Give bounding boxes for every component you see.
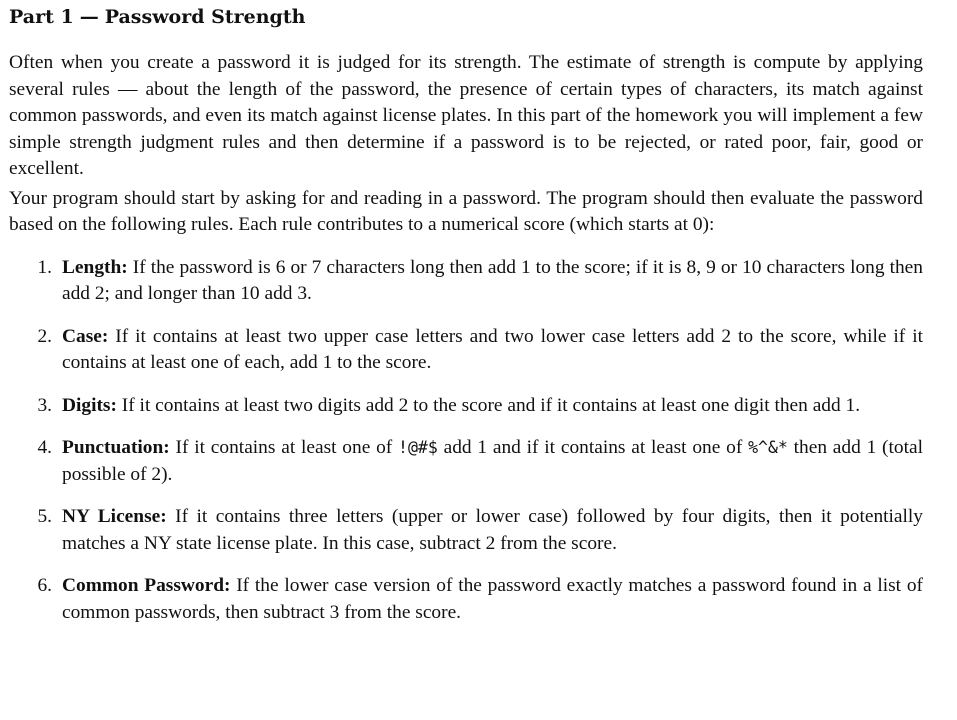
rule-digits	[9, 393, 923, 420]
rule-body	[62, 504, 923, 557]
rule-number: 2.	[37, 325, 52, 347]
section-title: Password Strength	[104, 6, 306, 28]
rule-name: Case:	[62, 325, 109, 347]
rule-body	[62, 393, 923, 420]
rule-text: If the lower case version of the password exactly matches a password found in a list of common passwords, then subtract 3 from the score.	[62, 575, 923, 623]
punctuation-set-two: %^&*	[748, 438, 788, 457]
rule-length	[9, 255, 923, 308]
rule-body	[62, 255, 923, 308]
rule-number: 1.	[37, 256, 52, 278]
rule-body	[62, 573, 923, 626]
rule-text: If it contains at least two upper case letters and two lower case letters add 2 to the score, while if it contains at least one of each, add 1 to the score.	[62, 325, 923, 373]
rule-punctuation	[9, 435, 923, 488]
rule-name: Common Password:	[62, 575, 231, 596]
rule-text-part-b: add 1 and if it contains at least one of	[443, 437, 743, 458]
rule-name: Digits:	[62, 394, 117, 416]
rule-text-part-a: If it contains at least one of	[175, 437, 393, 458]
rule-common-password	[9, 573, 923, 626]
rule-name: Length:	[62, 256, 128, 278]
rule-text: If it contains three letters (upper or lower case) followed by four digits, then it potentially matches a NY state license plate. In this case, subtract 2 from the score.	[62, 506, 923, 554]
heading-dash: —	[79, 6, 99, 28]
rule-number: 4.	[37, 437, 52, 458]
rule-number: 6.	[37, 575, 52, 596]
rules-list	[9, 255, 923, 627]
rule-text: If it contains at least two digits add 2 to the score and if it contains at least one digit then add 1.	[121, 394, 861, 416]
rule-number: 3.	[37, 394, 52, 416]
rule-body	[62, 435, 923, 488]
rule-case	[9, 324, 923, 377]
intro-paragraph: Often when you create a password it is judged for its strength. The estimate of strength is compute by applying several rules — about the length of the password, the presence of certain types of characters, its match against common passwords, and even its match against license plates. In this part of the homework you will implement a few simple strength judgment rules and then determine if a password is to be rejected, or rated poor, fair, good or excellent.	[9, 52, 923, 179]
instructions-paragraph: Your program should start by asking for and reading in a password. The program should then evaluate the password based on the following rules. Each rule contributes to a numerical score (which starts at 0):	[9, 187, 923, 235]
punctuation-set-one: !@#$	[398, 438, 438, 457]
rule-name: NY License:	[62, 506, 167, 527]
rule-text: If the password is 6 or 7 characters long then add 1 to the score; if it is 8, 9 or 10 characters long then add 2; and longer than 10 add 3.	[62, 256, 923, 304]
rule-text-part-c: then add 1 (total possible of 2).	[62, 437, 923, 485]
rule-body	[62, 324, 923, 377]
rule-ny-license	[9, 504, 923, 557]
section-heading	[9, 6, 923, 28]
rule-number: 5.	[37, 506, 52, 527]
rule-name: Punctuation:	[62, 437, 170, 458]
section-part-label: Part 1	[9, 6, 74, 28]
